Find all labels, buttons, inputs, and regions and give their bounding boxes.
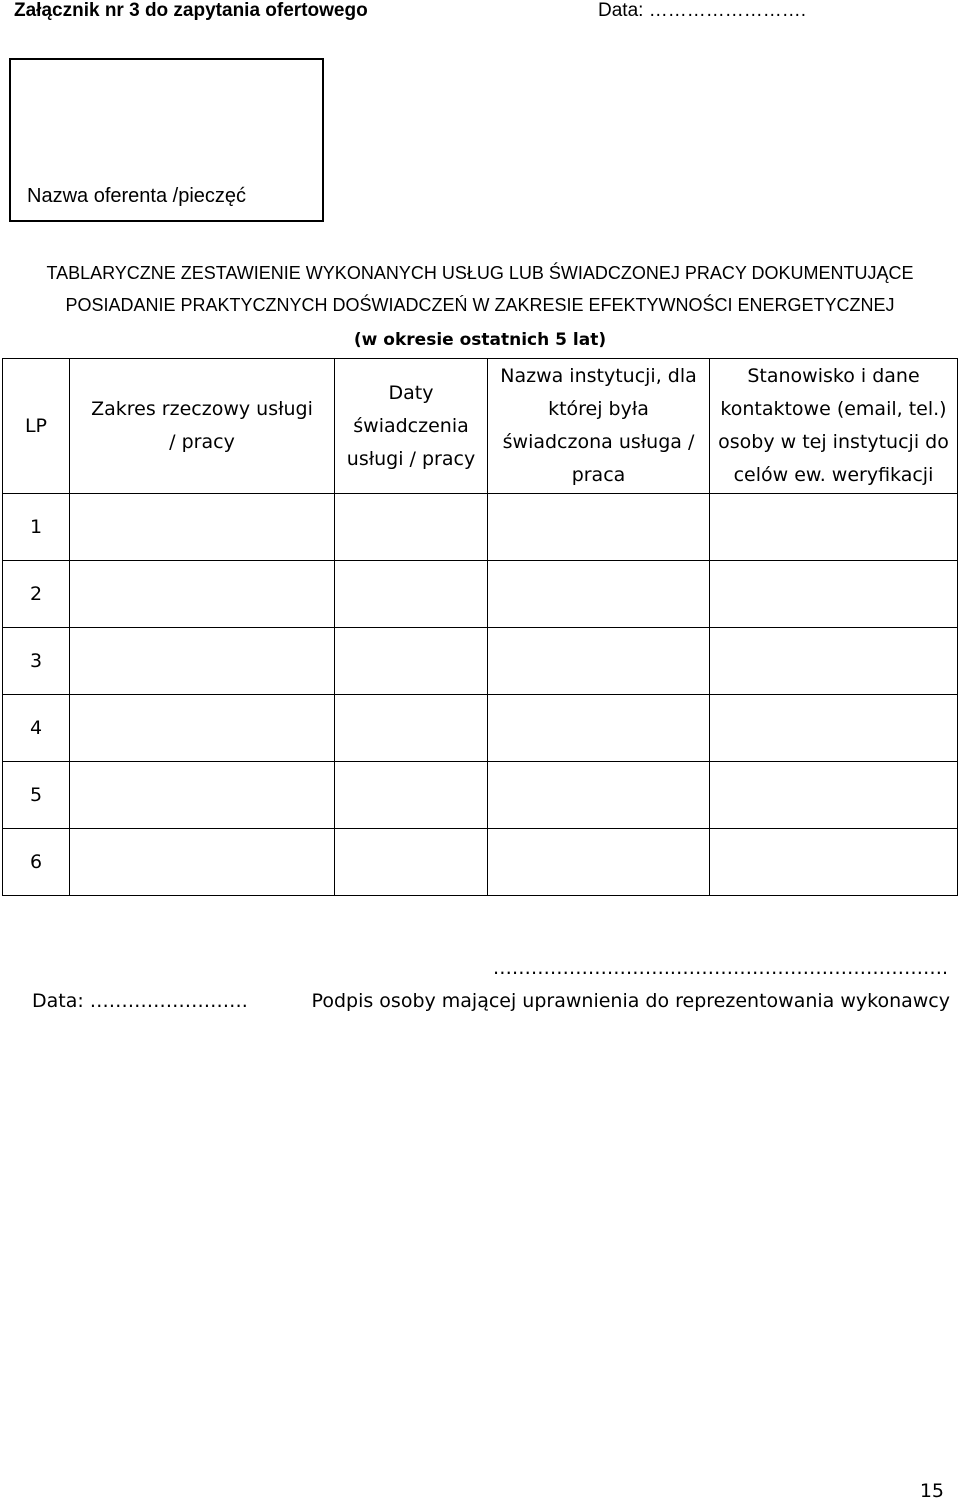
institution-cell[interactable] (488, 762, 710, 829)
institution-cell[interactable] (488, 561, 710, 628)
heading-line-2: POSIADANIE PRAKTYCZNYCH DOŚWIADCZEŃ W ZAKRESIE EFEKTYWNOŚCI ENERGETYCZNEJ (65, 295, 895, 315)
scope-cell[interactable] (70, 628, 335, 695)
row-number: 4 (3, 695, 70, 762)
stamp-box (9, 58, 324, 222)
scope-cell[interactable] (70, 762, 335, 829)
table-row (3, 695, 958, 762)
scope-cell[interactable] (70, 494, 335, 561)
row-number: 6 (3, 829, 70, 896)
institution-cell[interactable] (488, 628, 710, 695)
dates-cell[interactable] (335, 762, 488, 829)
table-row (3, 829, 958, 896)
column-header-lp: LP (3, 359, 70, 494)
services-table (2, 358, 958, 896)
dates-cell[interactable] (335, 494, 488, 561)
table-header-row (3, 359, 958, 494)
column-header-institution: Nazwa instytucji, dla której była świadczona usługa / praca (488, 359, 710, 494)
heading-line-3: (w okresie ostatnich 5 lat) (353, 330, 607, 350)
contact-cell[interactable] (710, 561, 958, 628)
attachment-title: Załącznik nr 3 do zapytania ofertowego (14, 0, 368, 21)
table-row (3, 628, 958, 695)
row-number: 3 (3, 628, 70, 695)
row-number: 5 (3, 762, 70, 829)
table-row (3, 494, 958, 561)
scope-cell[interactable] (70, 829, 335, 896)
scope-cell[interactable] (70, 561, 335, 628)
page-number: 15 (919, 1480, 944, 1502)
column-header-scope: Zakres rzeczowy usługi / pracy (70, 359, 335, 494)
institution-cell[interactable] (488, 494, 710, 561)
dates-cell[interactable] (335, 829, 488, 896)
contact-cell[interactable] (710, 628, 958, 695)
signature-label: Podpis osoby mającej uprawnienia do reprezentowania wykonawcy (311, 990, 950, 1012)
dates-cell[interactable] (335, 628, 488, 695)
institution-cell[interactable] (488, 829, 710, 896)
scope-cell[interactable] (70, 695, 335, 762)
institution-cell[interactable] (488, 695, 710, 762)
dates-cell[interactable] (335, 695, 488, 762)
stamp-label: Nazwa oferenta /pieczęć (27, 185, 247, 207)
heading-line-1: TABLARYCZNE ZESTAWIENIE WYKONANYCH USŁUG LUB ŚWIADCZONEJ PRACY DOKUMENTUJĄCE (46, 263, 914, 283)
contact-cell[interactable] (710, 762, 958, 829)
contact-cell[interactable] (710, 829, 958, 896)
dates-cell[interactable] (335, 561, 488, 628)
row-number: 2 (3, 561, 70, 628)
contact-cell[interactable] (710, 494, 958, 561)
table-row (3, 762, 958, 829)
footer-date-field: Data: ……………………. (32, 990, 248, 1012)
row-number: 1 (3, 494, 70, 561)
signature-line: ………………………..……………………………………. (492, 957, 948, 979)
table-row (3, 561, 958, 628)
header-date-field: Data: ……………………. (598, 0, 806, 21)
column-header-dates: Daty świadczenia usługi / pracy (335, 359, 488, 494)
contact-cell[interactable] (710, 695, 958, 762)
column-header-contact: Stanowisko i dane kontaktowe (email, tel.) osoby w tej instytucji do celów ew. weryfikacji (710, 359, 958, 494)
